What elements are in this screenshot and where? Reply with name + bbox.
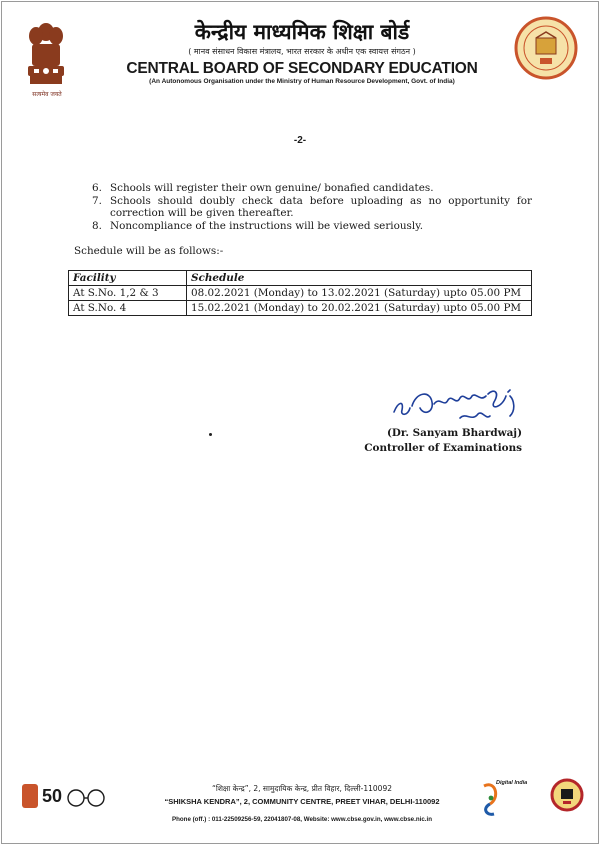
schedule-cell: 08.02.2021 (Monday) to 13.02.2021 (Saturday) upto 05.00 PM <box>187 286 532 301</box>
document-page <box>1 1 599 844</box>
item-number: 8. <box>92 220 102 232</box>
item-text: Noncompliance of the instructions will be viewed seriously. <box>110 220 424 232</box>
table-header-row <box>69 271 532 286</box>
signature-image <box>390 382 530 428</box>
item-text: Schools will register their own genuine/ bonafied candidates. <box>110 182 434 194</box>
board-name-hindi: केन्द्रीय माध्यमिक शिक्षा बोर्ड <box>194 20 410 44</box>
list-item <box>92 195 532 219</box>
board-subtitle-hindi: ( मानव संसाधन विकास मंत्रालय, भारत सरकार के अधीन एक स्वायत्त संगठन ) <box>188 47 416 56</box>
table-row <box>69 286 532 301</box>
signatory-name: (Dr. Sanyam Bhardwaj) <box>386 427 522 439</box>
facility-cell: At S.No. 1,2 & 3 <box>69 286 187 301</box>
cbse-50-years-logo-icon <box>20 778 110 814</box>
list-item <box>92 182 532 194</box>
cbse-small-seal-icon <box>550 778 584 812</box>
facility-cell: At S.No. 4 <box>69 301 187 316</box>
footer-address-hindi: “शिक्षा केन्द्र”, 2, सामुदायिक केन्द्र, प्रीत विहार, दिल्ली-110092 <box>212 784 392 793</box>
digital-india-label: Digital India <box>496 780 528 786</box>
schedule-table <box>68 270 532 316</box>
letterhead <box>2 12 598 102</box>
emblem-caption: सत्यमेव जयते <box>32 91 62 98</box>
footer-contact: Phone (off.) : 011-22509256-59, 22041807-08, Website: www.cbse.gov.in, www.cbse.nic.in <box>172 816 432 823</box>
signatory-designation: Controller of Examinations <box>364 442 522 454</box>
column-header-facility: Facility <box>69 271 187 286</box>
logo-50-text: 50 <box>42 786 63 806</box>
column-header-schedule: Schedule <box>187 271 532 286</box>
schedule-cell: 15.02.2021 (Monday) to 20.02.2021 (Saturday) upto 05.00 PM <box>187 301 532 316</box>
table-row <box>69 301 532 316</box>
schedule-intro: Schedule will be as follows:- <box>74 245 224 257</box>
item-number: 7. <box>92 195 102 207</box>
instruction-list <box>92 182 532 233</box>
footer-address-english: “SHIKSHA KENDRA”, 2, COMMUNITY CENTRE, PREET VIHAR, DELHI-110092 <box>164 797 440 806</box>
board-subtitle-english: (An Autonomous Organisation under the Ministry of Human Resource Development, Govt. of India) <box>149 78 455 85</box>
national-emblem-icon <box>24 18 68 96</box>
item-text: Schools should doubly check data before uploading as no opportunity for correction will be given thereafter. <box>110 195 532 219</box>
ink-dot <box>209 433 212 436</box>
list-item <box>92 220 532 232</box>
cbse-seal-icon <box>514 16 578 80</box>
page-number: -2- <box>293 135 307 146</box>
item-number: 6. <box>92 182 102 194</box>
board-name-english: CENTRAL BOARD OF SECONDARY EDUCATION <box>126 60 478 77</box>
